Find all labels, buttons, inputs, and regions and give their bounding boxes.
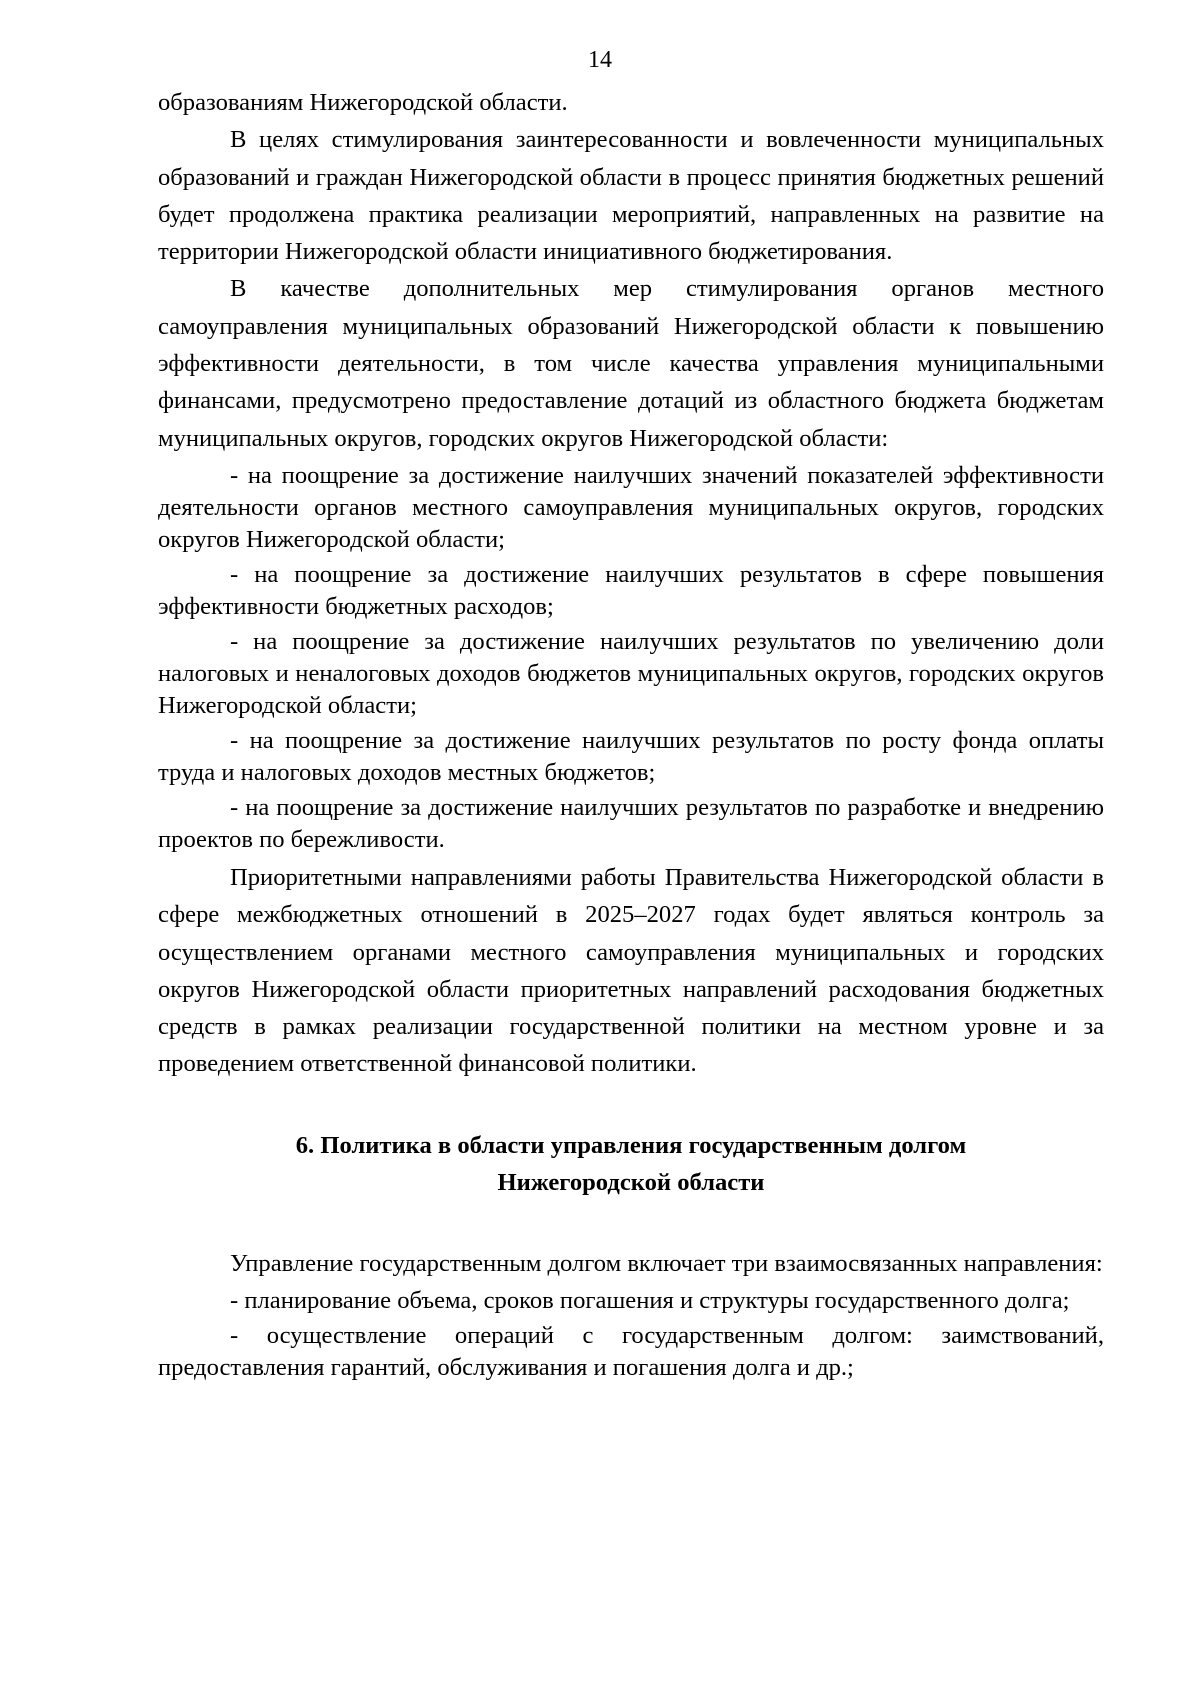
list-item-subsidy: - на поощрение за достижение наилучших результатов в сфере повышения эффективности бюджетных расходов; — [158, 560, 1104, 620]
paragraph-debt-management-intro: Управление государственным долгом включает три взаимосвязанных направления: — [230, 1249, 1103, 1277]
section-heading-line1: 6. Политика в области управления государственным долгом — [295, 1131, 967, 1159]
list-item-subsidy: - на поощрение за достижение наилучших значений показателей эффективности деятельности органов местного самоуправления муниципальных округов, городских округов Нижегородской области; — [158, 461, 1104, 553]
page-number: 14 — [588, 47, 612, 73]
section-heading-line2: Нижегородской области — [497, 1168, 765, 1196]
section-heading — [158, 1127, 1104, 1201]
list-item-debt-direction: - осуществление операций с государственным долгом: заимствований, предоставления гарантий, обслуживания и погашения долга и др.; — [158, 1322, 1104, 1382]
list-item-subsidy: - на поощрение за достижение наилучших результатов по росту фонда оплаты труда и налоговых доходов местных бюджетов; — [158, 726, 1104, 786]
list-item-debt-direction: - планирование объема, сроков погашения и структуры государственного долга; — [230, 1287, 1070, 1315]
list-item-subsidy: - на поощрение за достижение наилучших результатов по увеличению доли налоговых и неналоговых доходов бюджетов муниципальных округов, городских округов Нижегородской области; — [158, 627, 1104, 719]
paragraph-additional-measures: В качестве дополнительных мер стимулирования органов местного самоуправления муниципальных образований Нижегородской области к повышению эффективности деятельности, в том числе качества управления муниципальными финансами, предусмотрено предоставление дотаций из областного бюджета бюджетам муниципальных округов, городских округов Нижегородской области: — [158, 275, 1104, 452]
paragraph-priorities: Приоритетными направлениями работы Правительства Нижегородской области в сфере межбюджетных отношений в 2025–2027 годах будет являться контроль за осуществлением органами местного самоуправления муниципальных и городских округов Нижегородской области приоритетных направлений расходования бюджетных средств в рамках реализации государственной политики на местном уровне и за проведением ответственной финансовой политики. — [158, 863, 1104, 1078]
continuation-line: образованиям Нижегородской области. — [158, 89, 568, 116]
document-body — [158, 84, 1104, 1387]
paragraph-initiative-budgeting: В целях стимулирования заинтересованности и вовлеченности муниципальных образований и граждан Нижегородской области в процесс принятия бюджетных решений будет продолжена практика реализации мероприятий, направленных на развитие на территории Нижегородской области инициативного бюджетирования. — [158, 126, 1104, 266]
list-item-subsidy: - на поощрение за достижение наилучших результатов по разработке и внедрению проектов по бережливости. — [158, 793, 1104, 853]
